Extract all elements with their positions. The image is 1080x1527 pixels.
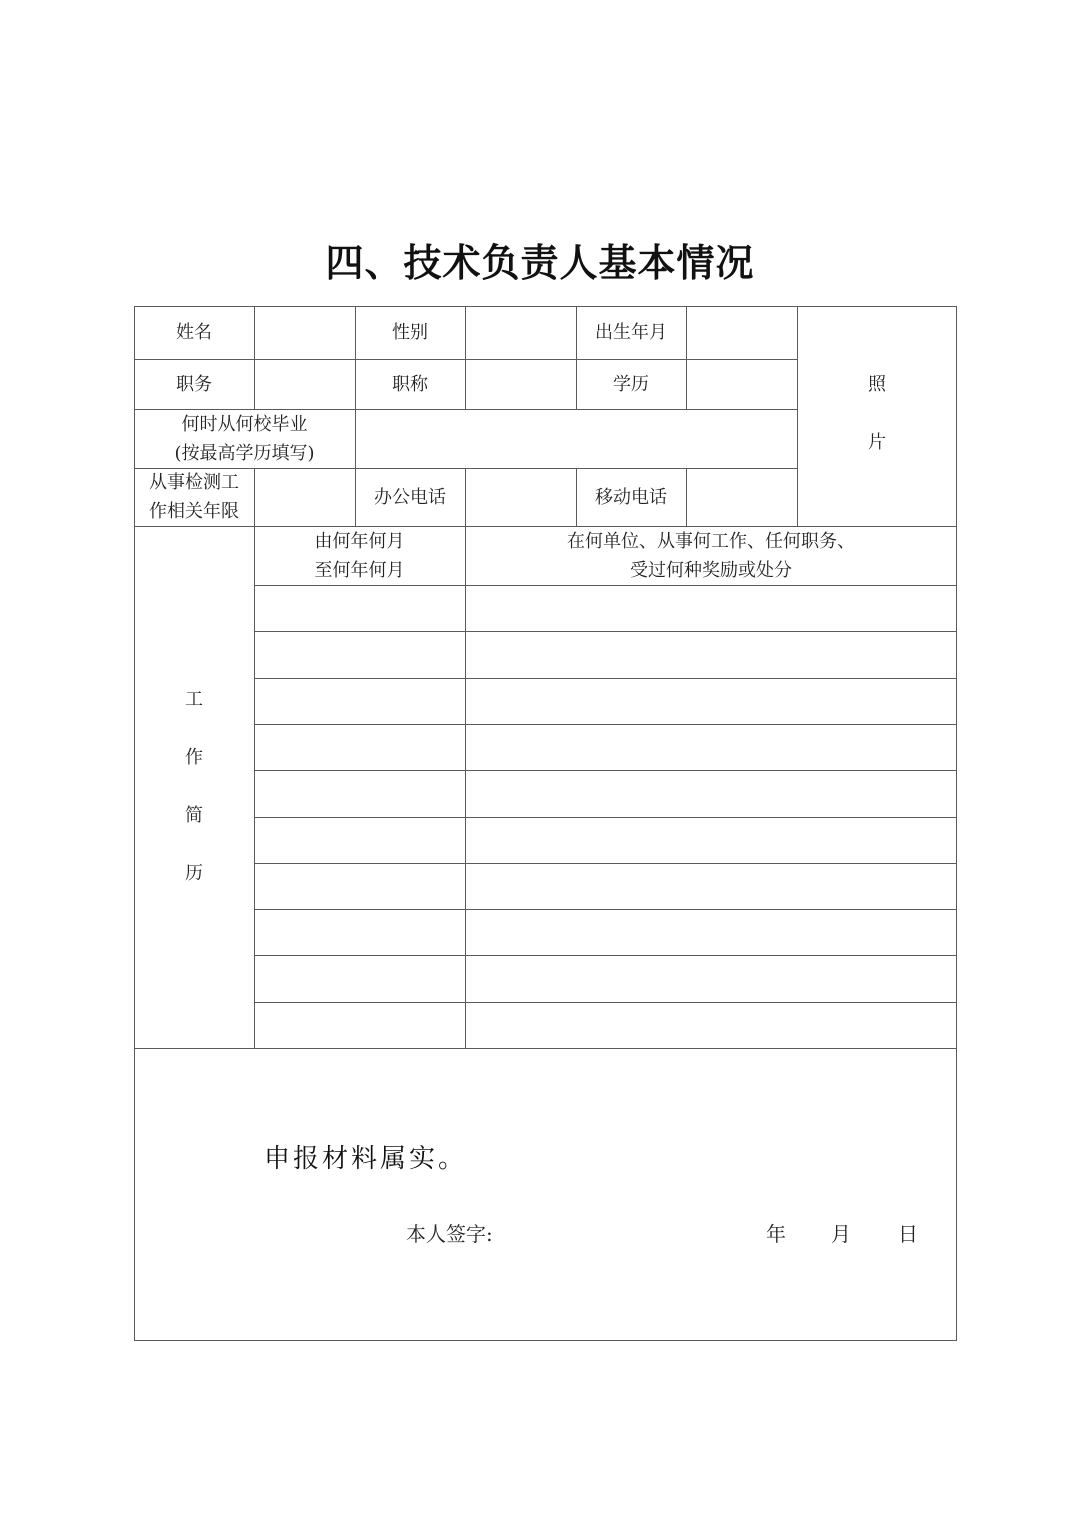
work-history-char: 历	[185, 863, 203, 884]
work-period-field[interactable]	[255, 956, 464, 1002]
date-month-label: 月	[831, 1222, 851, 1246]
label-education: 学历	[613, 373, 649, 395]
declaration-text: 申报材料属实。	[264, 1144, 468, 1174]
date-year-label: 年	[766, 1222, 786, 1246]
work-detail-field[interactable]	[466, 679, 955, 724]
birth-date-field[interactable]	[687, 307, 796, 358]
header-period	[254, 526, 465, 585]
work-history-char: 工	[185, 689, 203, 710]
photo-label-char: 照	[868, 374, 886, 395]
page-title: 四、技术负责人基本情况	[325, 241, 755, 285]
work-period-field[interactable]	[255, 1003, 464, 1048]
work-years-line: 从事检测工	[149, 472, 239, 493]
work-period-field[interactable]	[255, 586, 464, 631]
photo-box[interactable]	[797, 359, 957, 469]
work-detail-field[interactable]	[466, 1003, 955, 1048]
work-period-field[interactable]	[255, 679, 464, 724]
work-period-field[interactable]	[255, 725, 464, 770]
form-table	[134, 306, 957, 1341]
work-detail-field[interactable]	[466, 586, 955, 631]
work-detail-field[interactable]	[466, 956, 955, 1002]
header-period-line: 由何年何月	[314, 530, 405, 552]
work-detail-field[interactable]	[466, 864, 955, 909]
position-field[interactable]	[255, 360, 354, 408]
work-period-field[interactable]	[255, 910, 464, 955]
label-mobile-phone: 移动电话	[595, 486, 667, 508]
office-phone-field[interactable]	[466, 469, 575, 525]
label-birth-date: 出生年月	[595, 322, 667, 343]
title-rank-field[interactable]	[466, 360, 575, 408]
graduation-field[interactable]	[356, 410, 796, 467]
signature-field[interactable]	[506, 1206, 746, 1256]
graduation-note: (按最高学历填写)	[174, 442, 315, 464]
header-detail-line: 在何单位、从事何工作、任何职务、	[567, 530, 855, 552]
header-work-detail	[465, 526, 957, 585]
work-history-char: 作	[185, 747, 203, 768]
work-period-field[interactable]	[255, 771, 464, 817]
work-years-line: 作相关年限	[149, 501, 239, 522]
work-years-field[interactable]	[255, 469, 354, 525]
header-detail-line: 受过何种奖励或处分	[630, 559, 792, 581]
label-work-history	[134, 526, 254, 1048]
work-detail-field[interactable]	[466, 725, 955, 770]
date-day-label: 日	[898, 1222, 918, 1246]
header-period-line: 至何年何月	[314, 559, 405, 581]
work-history-char: 简	[185, 805, 203, 826]
signature-label: 本人签字:	[406, 1222, 493, 1246]
mobile-phone-field[interactable]	[687, 469, 796, 525]
work-detail-field[interactable]	[466, 818, 955, 863]
work-detail-field[interactable]	[466, 632, 955, 678]
label-name: 姓名	[176, 322, 212, 343]
work-detail-field[interactable]	[466, 910, 955, 955]
label-gender: 性别	[392, 322, 428, 343]
border-bottom	[134, 1340, 957, 1341]
divider	[134, 1048, 957, 1049]
name-field[interactable]	[255, 307, 354, 358]
label-graduation	[134, 409, 355, 468]
label-work-years	[134, 468, 254, 526]
label-title-rank: 职称	[392, 373, 428, 395]
work-detail-field[interactable]	[466, 771, 955, 817]
work-period-field[interactable]	[255, 632, 464, 678]
work-period-field[interactable]	[255, 818, 464, 863]
label-office-phone: 办公电话	[374, 486, 446, 508]
gender-field[interactable]	[466, 307, 575, 358]
education-field[interactable]	[687, 360, 796, 408]
photo-label-char: 片	[868, 432, 886, 453]
label-position: 职务	[176, 373, 212, 395]
work-period-field[interactable]	[255, 864, 464, 909]
graduation-line: 何时从何校毕业	[181, 413, 308, 435]
